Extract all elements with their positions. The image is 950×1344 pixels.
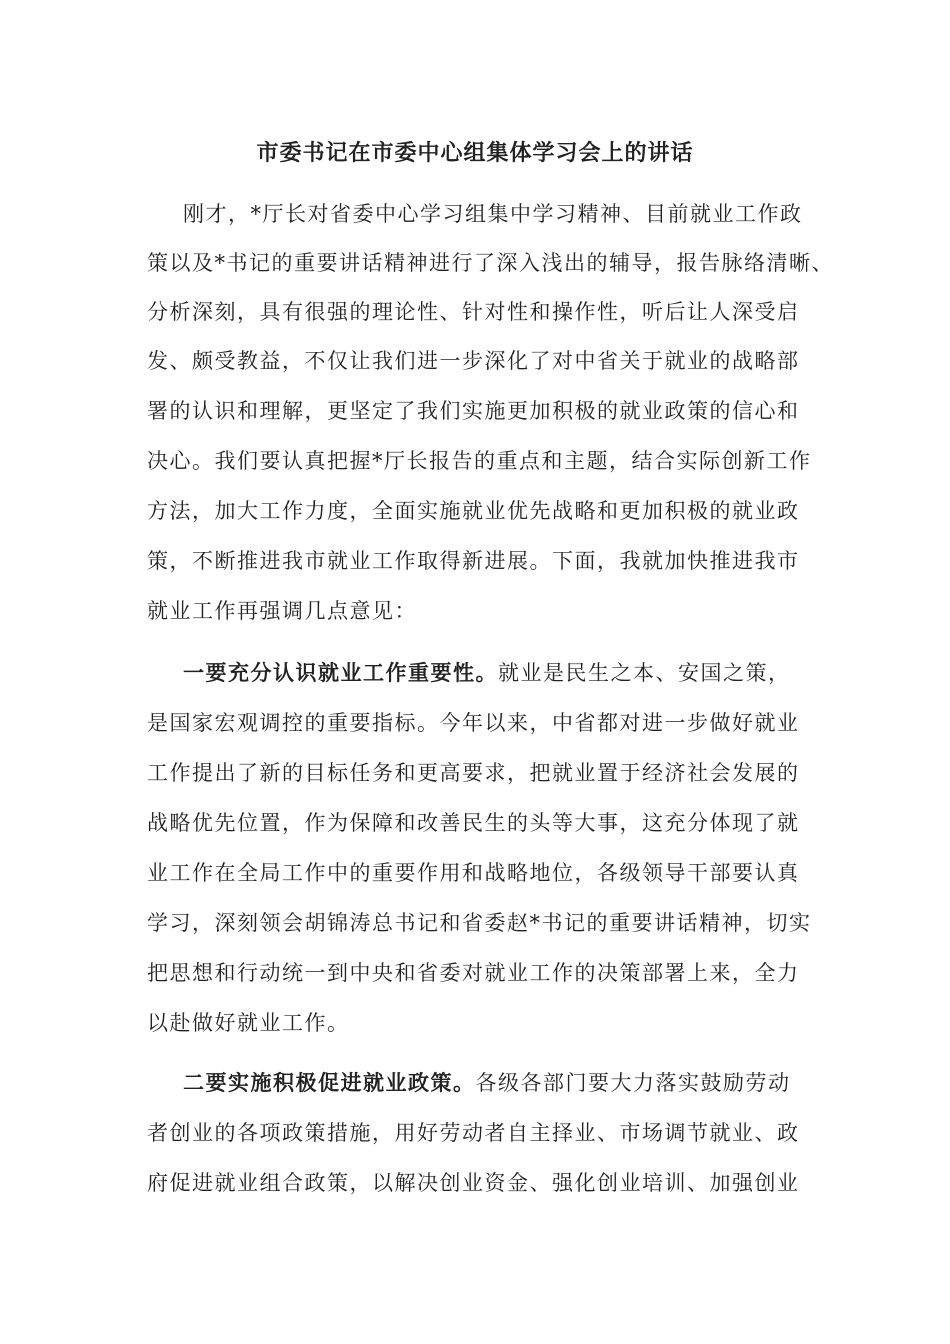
paragraph-2-heading: 一要充分认识就业工作重要性。: [183, 660, 498, 685]
paragraph-3-text: 各级各部门要大力落实鼓励劳动: [475, 1071, 791, 1095]
paragraph-2-text: 就业是民生之本、安国之策，: [498, 661, 791, 685]
paragraph-1-line-1: 刚才，*厅长对省委中心学习组集中学习精神、目前就业工作政: [183, 202, 803, 226]
paragraph-2-line-4: 战略优先位置，作为保障和改善民生的头等大事，这充分体现了就: [147, 811, 800, 835]
paragraph-2-line-2: 是国家宏观调控的重要指标。今年以来，中省都对进一步做好就业: [147, 711, 800, 735]
paragraph-2-line-5: 业工作在全局工作中的重要作用和战略地位，各级领导干部要认真: [147, 861, 800, 885]
paragraph-2-line-6: 学习，深刻领会胡锦涛总书记和省委赵*书记的重要讲话精神，切实: [147, 911, 812, 935]
paragraph-1-line-4: 发、颇受教益，不仅让我们进一步深化了对中省关于就业的战略部: [147, 349, 800, 373]
paragraph-1-line-8: 策，不断推进我市就业工作取得新进展。下面，我就加快推进我市: [147, 549, 800, 573]
paragraph-1-line-3: 分析深刻，具有很强的理论性、针对性和操作性，听后让人深受启: [147, 300, 800, 324]
paragraph-1-line-9: 就业工作再强调几点意见：: [147, 599, 417, 623]
paragraph-1-line-6: 决心。我们要认真把握*厅长报告的重点和主题，结合实际创新工作: [147, 449, 812, 473]
paragraph-1-line-5: 署的认识和理解，更坚定了我们实施更加积极的就业政策的信心和: [147, 399, 800, 423]
paragraph-1-line-7: 方法，加大工作力度，全面实施就业优先战略和更加积极的就业政: [147, 499, 800, 523]
paragraph-3-line-1: [183, 1068, 807, 1098]
paragraph-2-line-1: [183, 658, 807, 688]
paragraph-3-line-3: 府促进就业组合政策，以解决创业资金、强化创业培训、加强创业: [147, 1171, 800, 1195]
paragraph-3-heading: 二要实施积极促进就业政策。: [183, 1070, 476, 1095]
paragraph-2-line-8: 以赴做好就业工作。: [147, 1011, 350, 1035]
document-title: 市委书记在市委中心组集体学习会上的讲话: [256, 140, 694, 166]
paragraph-2-line-7: 把思想和行动统一到中央和省委对就业工作的决策部署上来，全力: [147, 961, 800, 985]
paragraph-2-line-3: 工作提出了新的目标任务和更高要求，把就业置于经济社会发展的: [147, 761, 800, 785]
paragraph-3-line-2: 者创业的各项政策措施，用好劳动者自主择业、市场调节就业、政: [147, 1121, 800, 1145]
paragraph-1-line-2: 策以及*书记的重要讲话精神进行了深入浅出的辅导，报告脉络清晰、: [147, 251, 834, 275]
